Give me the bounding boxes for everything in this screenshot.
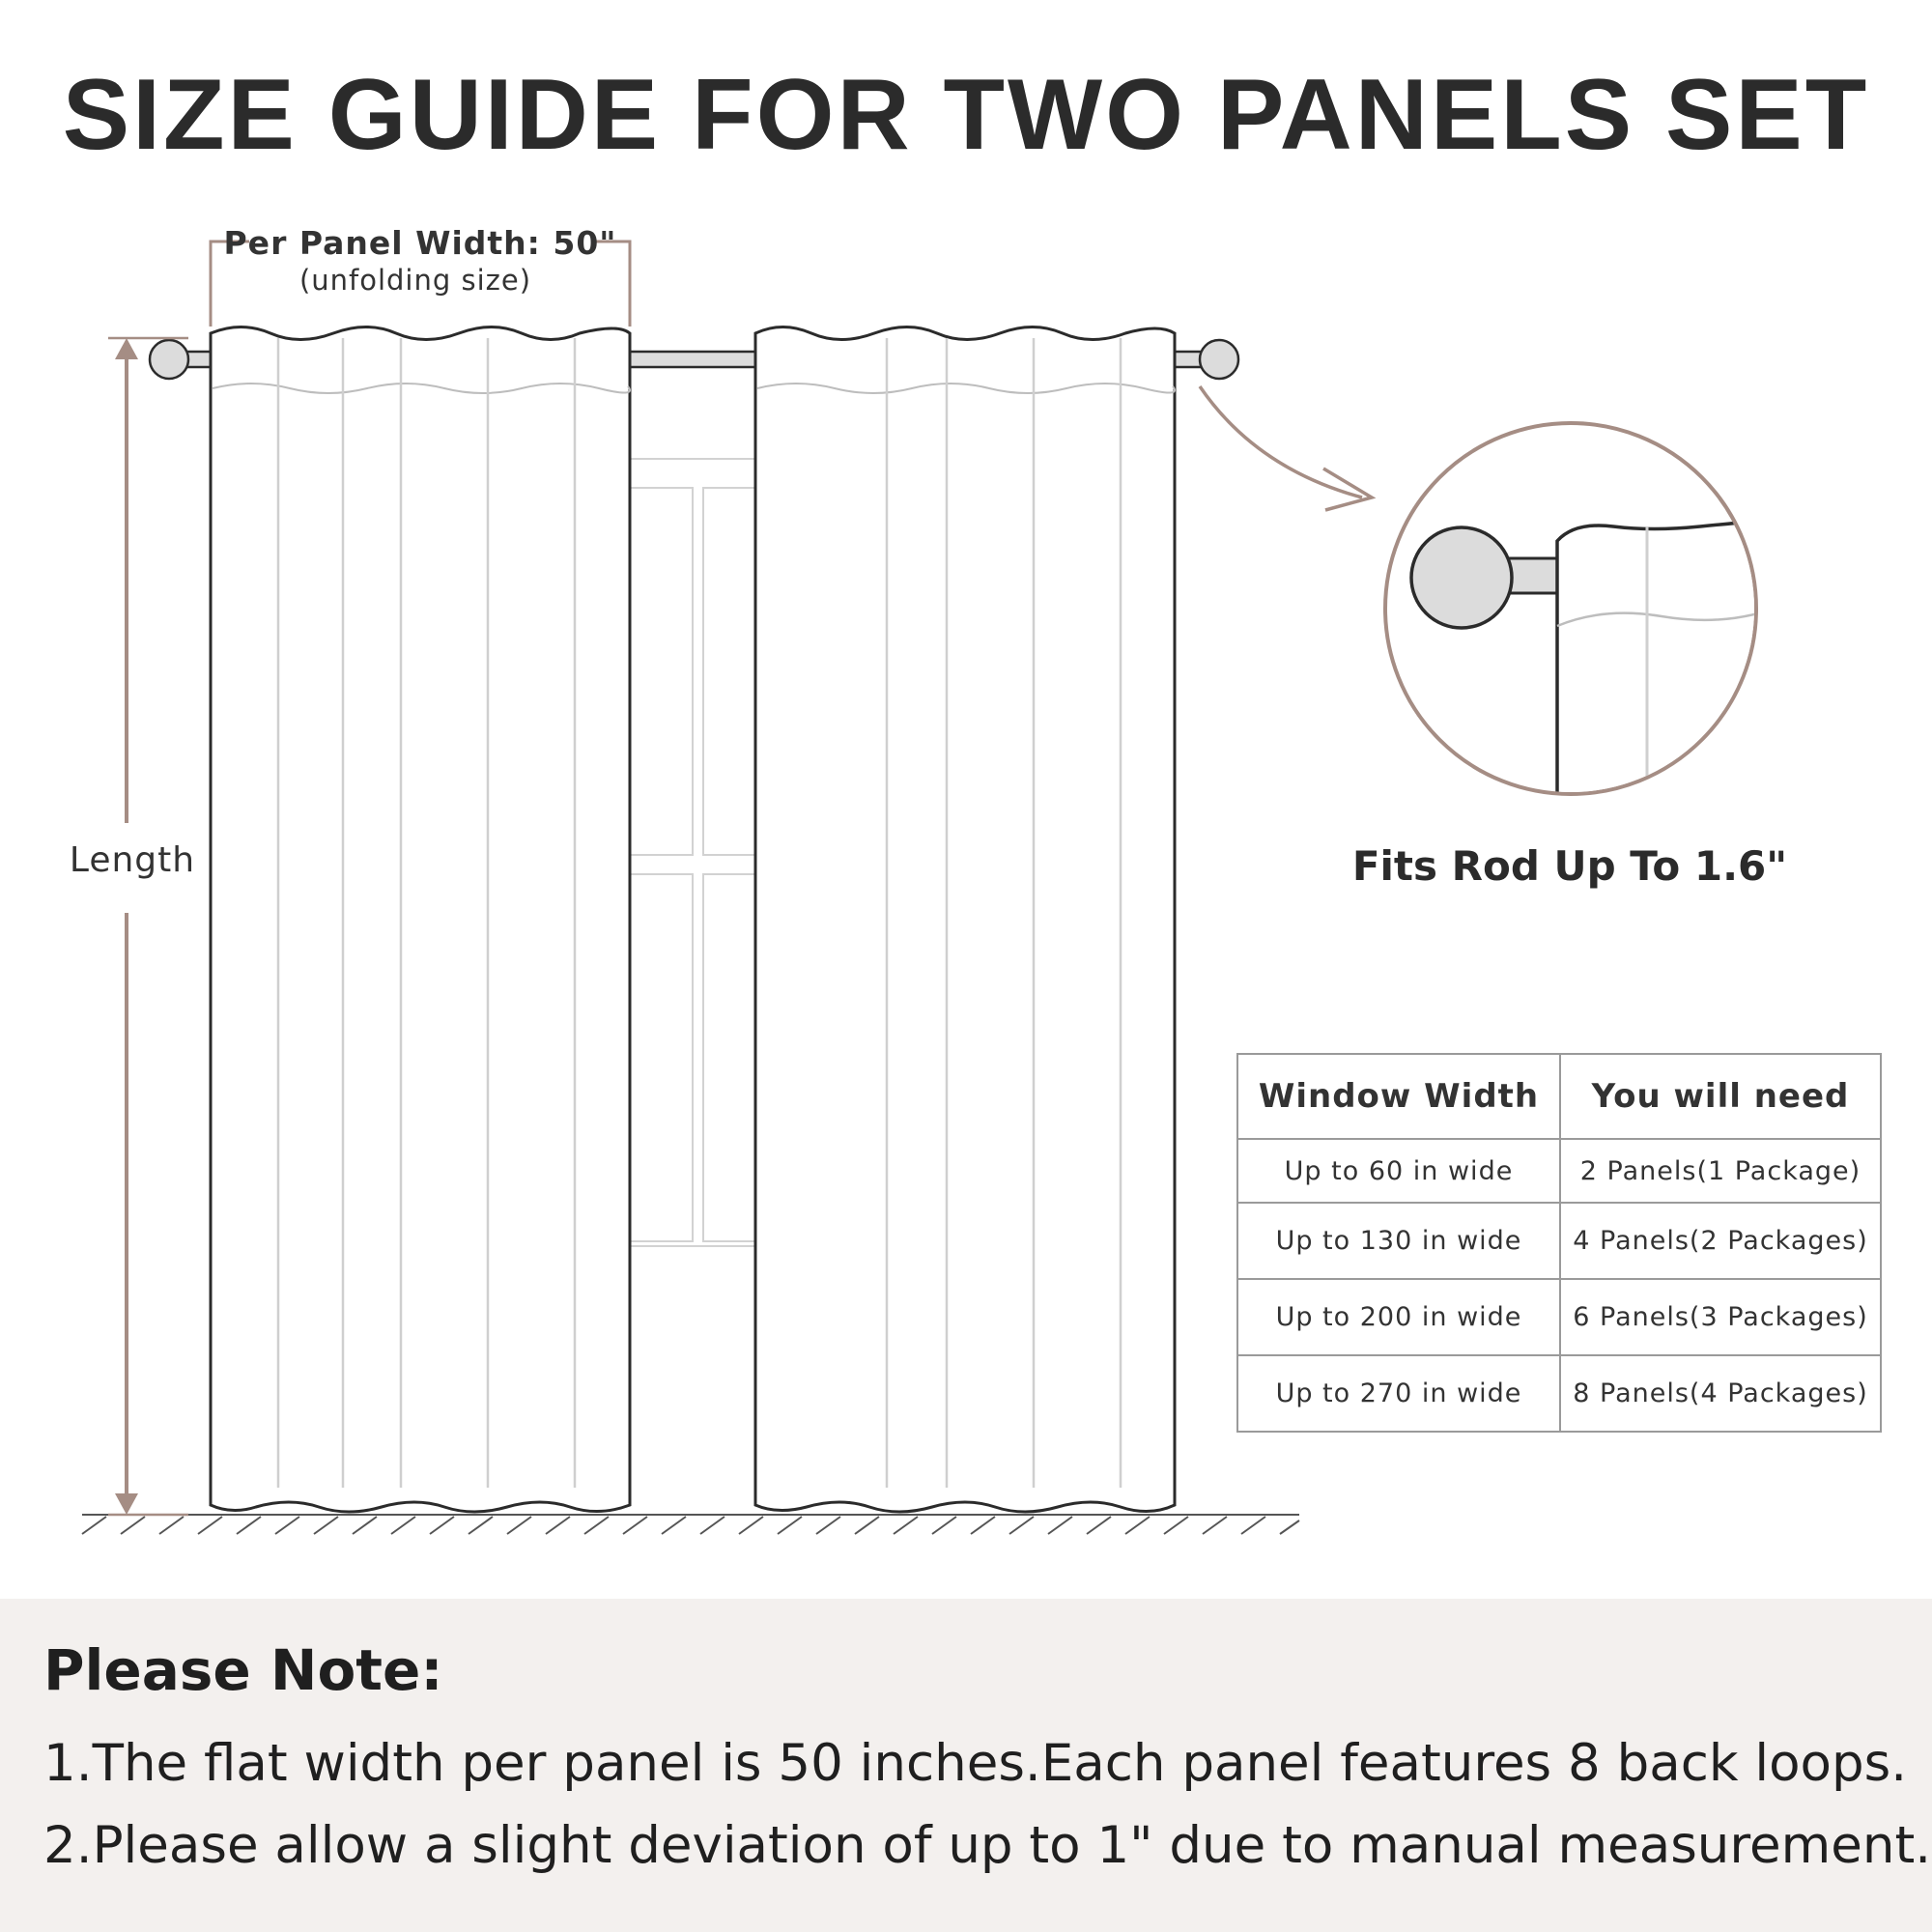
- window-frame: [630, 459, 755, 1246]
- length-label: Length: [69, 840, 196, 880]
- floor: [82, 1515, 1299, 1534]
- note-line-1: 1.The flat width per panel is 50 inches.Each panel features 8 back loops.: [43, 1734, 1908, 1793]
- note-section: [0, 1599, 1932, 1932]
- table-header-you-will-need: You will need: [1560, 1054, 1881, 1139]
- table-cell-window-width: Up to 60 in wide: [1237, 1139, 1560, 1203]
- table-header-window-width: Window Width: [1237, 1054, 1560, 1139]
- curtain-panel-left: [211, 327, 630, 1513]
- size-table: [1236, 1053, 1882, 1433]
- curtain-panel-right: [755, 327, 1175, 1513]
- table-row: [1237, 1279, 1881, 1355]
- table-cell-window-width: Up to 270 in wide: [1237, 1355, 1560, 1432]
- arrow-down-icon: [115, 1493, 138, 1515]
- note-line-2: 2.Please allow a slight deviation of up to 1" due to manual measurement.: [43, 1816, 1932, 1875]
- table-row: [1237, 1355, 1881, 1432]
- page-title: SIZE GUIDE FOR TWO PANELS SET: [62, 59, 1870, 171]
- table-row: [1237, 1139, 1881, 1203]
- table-cell-window-width: Up to 200 in wide: [1237, 1279, 1560, 1355]
- fits-rod-label: Fits Rod Up To 1.6": [1351, 842, 1788, 890]
- table-row: [1237, 1203, 1881, 1279]
- table-cell-panels-needed: 2 Panels(1 Package): [1560, 1139, 1881, 1203]
- rod-detail-circle: [1385, 423, 1777, 811]
- arrow-up-icon: [115, 338, 138, 359]
- table-cell-window-width: Up to 130 in wide: [1237, 1203, 1560, 1279]
- table-cell-panels-needed: 4 Panels(2 Packages): [1560, 1203, 1881, 1279]
- table-header-row: [1237, 1054, 1881, 1139]
- note-heading: Please Note:: [43, 1637, 443, 1703]
- length-dimension: [70, 338, 195, 1515]
- table-cell-panels-needed: 8 Panels(4 Packages): [1560, 1355, 1881, 1432]
- width-sublabel: (unfolding size): [298, 264, 532, 297]
- table-cell-panels-needed: 6 Panels(3 Packages): [1560, 1279, 1881, 1355]
- callout-arrow-icon: [1200, 386, 1372, 510]
- width-label: Per Panel Width: 50": [223, 224, 617, 262]
- width-dimension: [211, 224, 630, 327]
